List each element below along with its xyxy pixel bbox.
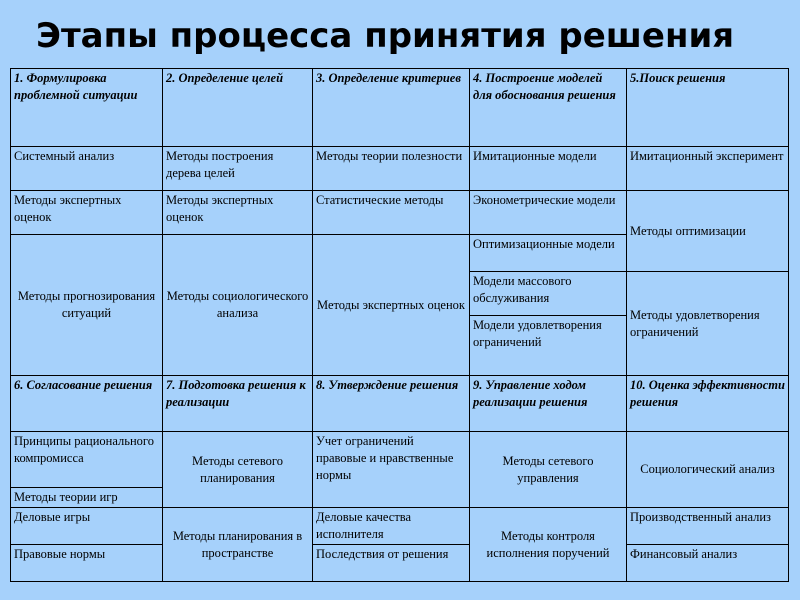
table-cell: Методы удовлетворения ограничений (627, 272, 789, 376)
table-row (11, 191, 789, 235)
table-cell: Системный анализ (11, 147, 163, 191)
table-row (11, 147, 789, 191)
table-cell: Имитационные модели (470, 147, 627, 191)
table-cell: Деловые игры (11, 508, 163, 545)
table-cell: Методы теории полезности (313, 147, 470, 191)
stage-4-header: 4. Построение моделей для обоснования решения (470, 69, 627, 147)
table-cell: Методы построения дерева целей (163, 147, 313, 191)
table-row (11, 508, 789, 545)
table-cell: Методы социологического анализа (163, 235, 313, 376)
stage-8-header: 8. Утверждение решения (313, 376, 470, 432)
table-cell: Последствия от решения (313, 545, 470, 582)
table-cell: Методы планирования в пространстве (163, 508, 313, 582)
stage-9-header: 9. Управление ходом реализации решения (470, 376, 627, 432)
table-cell: Методы теории игр (11, 488, 163, 508)
table-cell: Социологический анализ (627, 432, 789, 508)
table-cell: Методы экспертных оценок (313, 235, 470, 376)
table-cell: Методы контроля исполнения поручений (470, 508, 627, 582)
table-cell: Методы сетевого планирования (163, 432, 313, 508)
table-cell: Модели массового обслуживания (470, 272, 627, 316)
stage-3-header: 3. Определение критериев (313, 69, 470, 147)
table-cell: Методы сетевого управления (470, 432, 627, 508)
table-cell: Методы экспертных оценок (163, 191, 313, 235)
table-cell: Модели удовлетворения ограничений (470, 316, 627, 376)
table-cell: Эконометрические модели (470, 191, 627, 235)
table-cell: Учет ограничений правовые и нравственные нормы (313, 432, 470, 508)
table-row (11, 376, 789, 432)
stage-5-header: 5.Поиск решения (627, 69, 789, 147)
table-cell: Имитационный эксперимент (627, 147, 789, 191)
table-cell: Оптимизационные модели (470, 235, 627, 272)
decision-stages-table (10, 68, 789, 582)
table-row (11, 545, 789, 582)
table-cell: Статистические методы (313, 191, 470, 235)
table-cell: Правовые нормы (11, 545, 163, 582)
table-cell: Принципы рационального компромисса (11, 432, 163, 488)
table-cell: Методы экспертных оценок (11, 191, 163, 235)
table-cell: Финансовый анализ (627, 545, 789, 582)
stage-1-header: 1. Формулировка проблемной ситуации (11, 69, 163, 147)
stage-10-header: 10. Оценка эффективности решения (627, 376, 789, 432)
stage-7-header: 7. Подготовка решения к реализации (163, 376, 313, 432)
stage-2-header: 2. Определение целей (163, 69, 313, 147)
table-cell: Производственный анализ (627, 508, 789, 545)
stage-6-header: 6. Согласование решения (11, 376, 163, 432)
table-row (11, 432, 789, 488)
table-cell: Методы прогнозирования ситуаций (11, 235, 163, 376)
table-cell: Деловые качества исполнителя (313, 508, 470, 545)
table-row (11, 69, 789, 147)
page-title: Этапы процесса принятия решения (36, 16, 735, 56)
table-cell: Методы оптимизации (627, 191, 789, 272)
